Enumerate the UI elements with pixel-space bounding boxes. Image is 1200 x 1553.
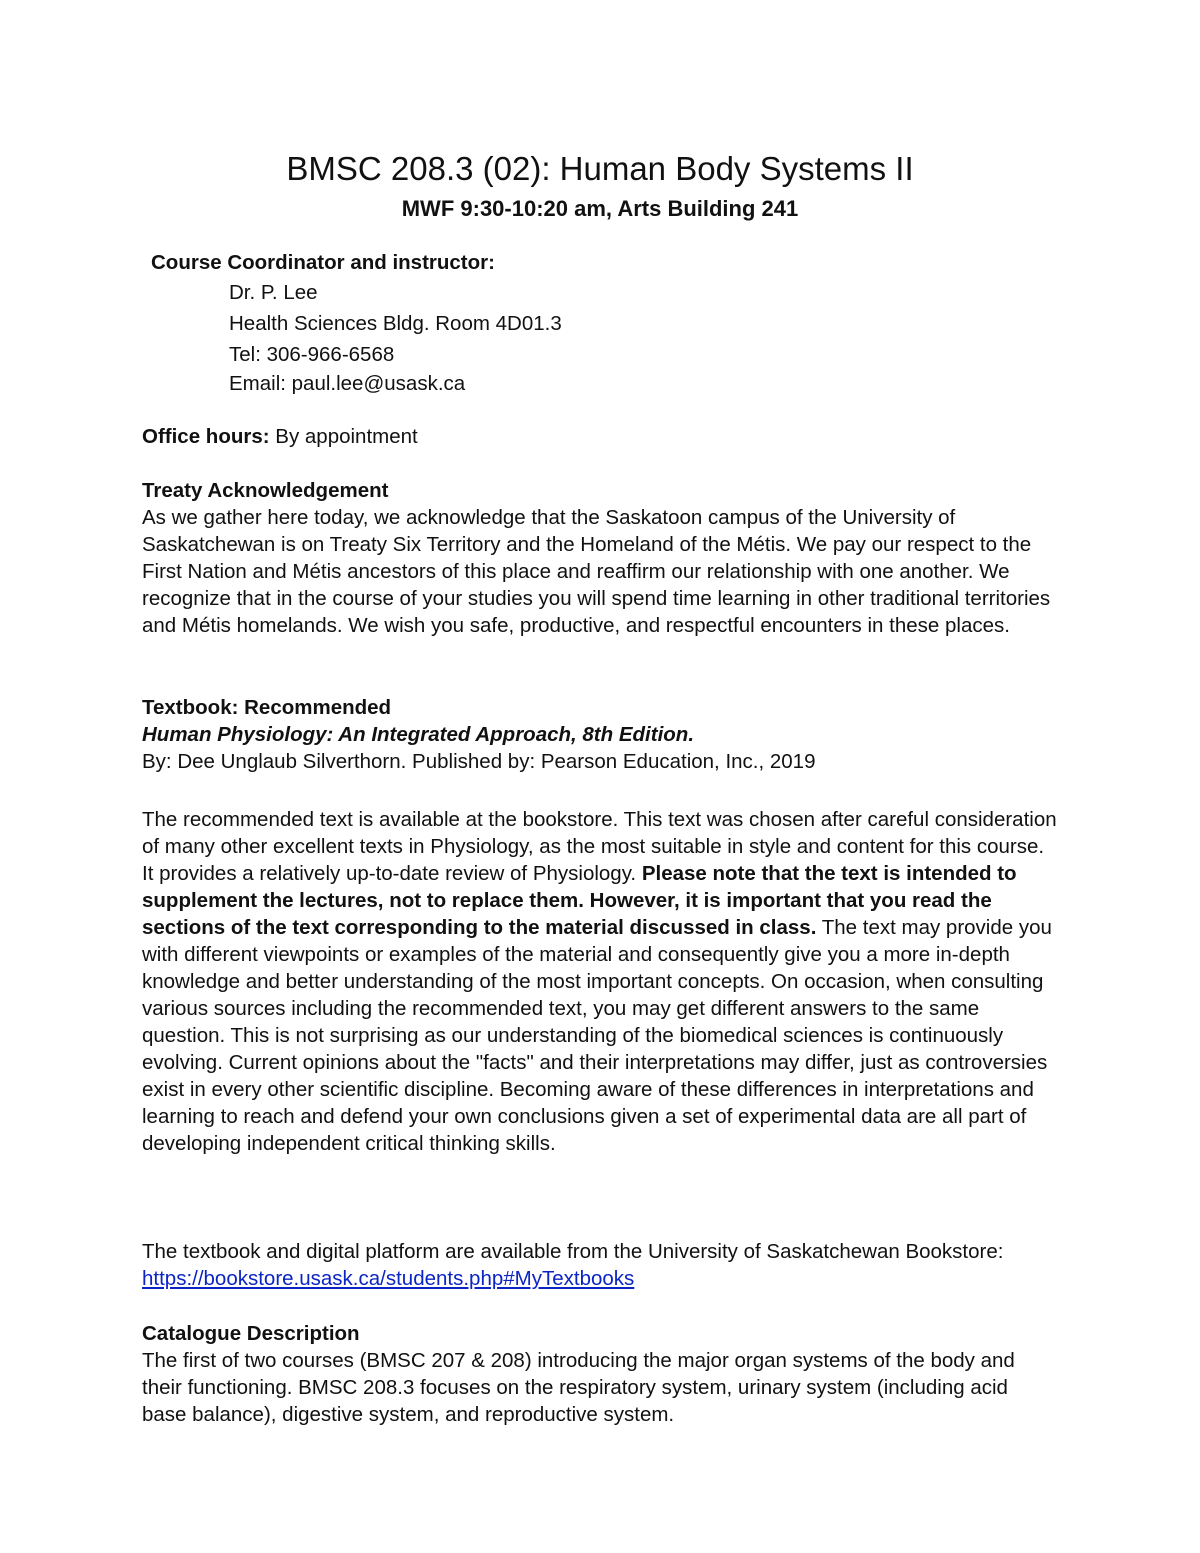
textbook-para-rest: The text may provide you with different viewpoints or examples of the material and consequently give you a more in-depth knowledge and better understanding of the most important concepts. On occasion, when consulting various sources including the recommended text, you may get different answers to the same question. This is not surprising as our understanding of the biomedical sciences is continuously evolving. Current opinions about the "facts" and their interpretations may differ, just as controversies exist in every other scientific discipline. Becoming aware of these differences in interpretations and learning to reach and defend your own conclusions given a set of experimental data are all part of developing independent critical thinking skills.	[142, 916, 1052, 1155]
coordinator-office: Health Sciences Bldg. Room 4D01.3	[229, 312, 562, 335]
platform-paragraph	[142, 1238, 1057, 1292]
textbook-para-bold: Please note that the text is intended to supplement the lectures, not to replace them. However, it is important that you read the sections of the text corresponding to the material discussed in class.	[142, 862, 1017, 939]
coordinator-tel: Tel: 306-966-6568	[229, 343, 395, 366]
platform-text: The textbook and digital platform are available from the University of Saskatchewan Bookstore:	[142, 1240, 1004, 1263]
textbook-title: Human Physiology: An Integrated Approach, 8th Edition.	[142, 723, 695, 746]
textbook-heading: Textbook: Recommended	[142, 696, 392, 719]
course-schedule: MWF 9:30-10:20 am, Arts Building 241	[401, 196, 799, 221]
textbook-section	[142, 694, 1057, 775]
treaty-heading: Treaty Acknowledgement	[142, 479, 389, 502]
coordinator-email: Email: paul.lee@usask.ca	[229, 372, 466, 395]
coordinator-name: Dr. P. Lee	[229, 281, 318, 304]
treaty-body: As we gather here today, we acknowledge that the Saskatoon campus of the University of Saskatchewan is on Treaty Six Territory and the Homeland of the Métis. We pay our respect to the First Nation and Métis ancestors of this place and reaffirm our relationship with one another. We recognize that in the course of your studies you will spend time learning in other traditional territories and Métis homelands. We wish you safe, productive, and respectful encounters in these places.	[142, 506, 1051, 637]
office-hours-label: Office hours:	[142, 425, 270, 448]
office-hours	[142, 423, 1057, 450]
treaty-section	[142, 477, 1057, 639]
catalogue-heading: Catalogue Description	[142, 1322, 360, 1345]
catalogue-section	[142, 1320, 1057, 1428]
course-title: BMSC 208.3 (02): Human Body Systems II	[286, 150, 914, 188]
coordinator-heading: Course Coordinator and instructor:	[151, 251, 495, 274]
office-hours-value: By appointment	[269, 425, 418, 448]
catalogue-body: The first of two courses (BMSC 207 & 208) introducing the major organ systems of the body and their functioning. BMSC 208.3 focuses on the respiratory system, urinary system (including acid base balance), digestive system, and reproductive system.	[142, 1349, 1015, 1426]
textbook-paragraph	[142, 806, 1057, 1157]
textbook-para-intro: The recommended text is available at the bookstore. This text was chosen after careful consideration of many other excellent texts in Physiology, as the most suitable in style and content for this course. It provides a relatively up-to-date review of Physiology.	[142, 808, 1057, 885]
textbook-byline: By: Dee Unglaub Silverthorn. Published by: Pearson Education, Inc., 2019	[142, 750, 816, 773]
bookstore-link[interactable]: https://bookstore.usask.ca/students.php#MyTextbooks	[142, 1267, 635, 1290]
